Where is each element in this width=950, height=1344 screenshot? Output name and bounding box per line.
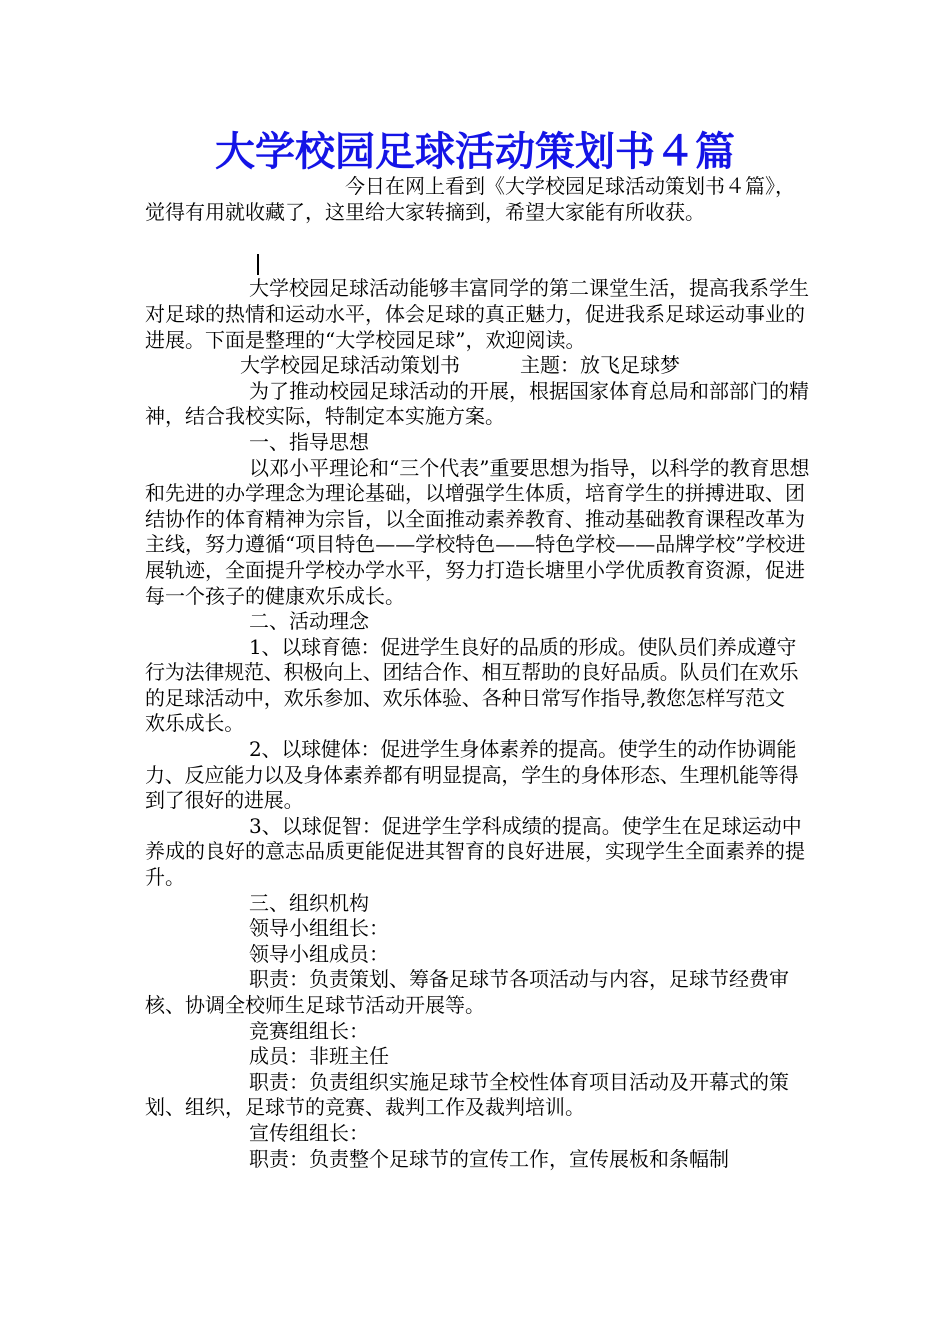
line-publicity-leader: 宣传组组长：	[249, 1120, 369, 1145]
paragraph-3: 以邓小平理论和“三个代表”重要思想为指导，以科学的教育思想和先进的办学理念为理论基础，以增强学生体质，培育学生的拼搏进取、团结协作的体育精神为宗旨，以全面推动素养教育、推动基础教育课程改革为主线，努力遵循“项目特色——学校特色——特色学校——品牌学校”学校进展轨迹，全面提升学校办学水平，努力打造长塘里小学优质教育资源，促进每一个孩子的健康欢乐成长。	[145, 455, 810, 608]
paragraph-5: 2、以球健体：促进学生身体素养的提高。使学生的动作协调能力、反应能力以及身体素养都有明显提高，学生的身体形态、生理机能等得到了很好的进展。	[145, 737, 799, 813]
subtitle-line: 大学校园足球活动策划书 主题：放飞足球梦	[240, 353, 680, 378]
paragraph-9: 职责：负责整个足球节的宣传工作，宣传展板和条幅制	[249, 1146, 729, 1171]
line-competition-members: 成员：非班主任	[249, 1044, 389, 1069]
line-competition-leader: 竞赛组组长：	[249, 1018, 369, 1043]
text-cursor-icon	[257, 254, 259, 275]
text-cursor-line	[145, 251, 810, 277]
paragraph-2: 为了推动校园足球活动的开展，根据国家体育总局和部部门的精神，结合我校实际，特制定本实施方案。	[145, 378, 809, 429]
paragraph-7: 职责：负责策划、筹备足球节各项活动与内容，足球节经费审核、协调全校师生足球节活动开展等。	[145, 967, 789, 1017]
paragraph-6: 3、以球促智：促进学生学科成绩的提高。使学生在足球运动中养成的良好的意志品质更能促进其智育的良好进展，实现学生全面素养的提升。	[145, 813, 805, 890]
heading-activity-concept: 二、活动理念	[249, 609, 369, 634]
heading-organization: 三、组织机构	[249, 890, 369, 915]
document-title: 大学校园足球活动策划书４篇	[215, 128, 735, 175]
paragraph-4: 1、以球育德：促进学生良好的品质的形成。使队员们养成遵守行为法律规范、积极向上、团结合作、相互帮助的良好品质。队员们在欢乐的足球活动中，欢乐参加、欢乐体验、各种日常写作指导,教您怎样写范文 欢乐成长。	[145, 634, 799, 736]
heading-guiding-thought: 一、指导思想	[249, 429, 369, 454]
paragraph-1: 大学校园足球活动能够丰富同学的第二课堂生活，提高我系学生对足球的热情和运动水平，体会足球的真正魅力，促进我系足球运动事业的进展。下面是整理的“大学校园足球”，欢迎阅读。	[145, 276, 809, 352]
line-leader: 领导小组组长：	[249, 916, 389, 941]
intro-paragraph: 今日在网上看到《大学校园足球活动策划书４篇》，觉得有用就收藏了，这里给大家转摘到，希望大家能有所收获。	[145, 174, 795, 224]
paragraph-8: 职责：负责组织实施足球节全校性体育项目活动及开幕式的策划、组织，足球节的竞赛、裁判工作及裁判培训。	[145, 1069, 789, 1120]
line-members: 领导小组成员：	[249, 941, 389, 966]
document-body	[145, 174, 810, 1172]
